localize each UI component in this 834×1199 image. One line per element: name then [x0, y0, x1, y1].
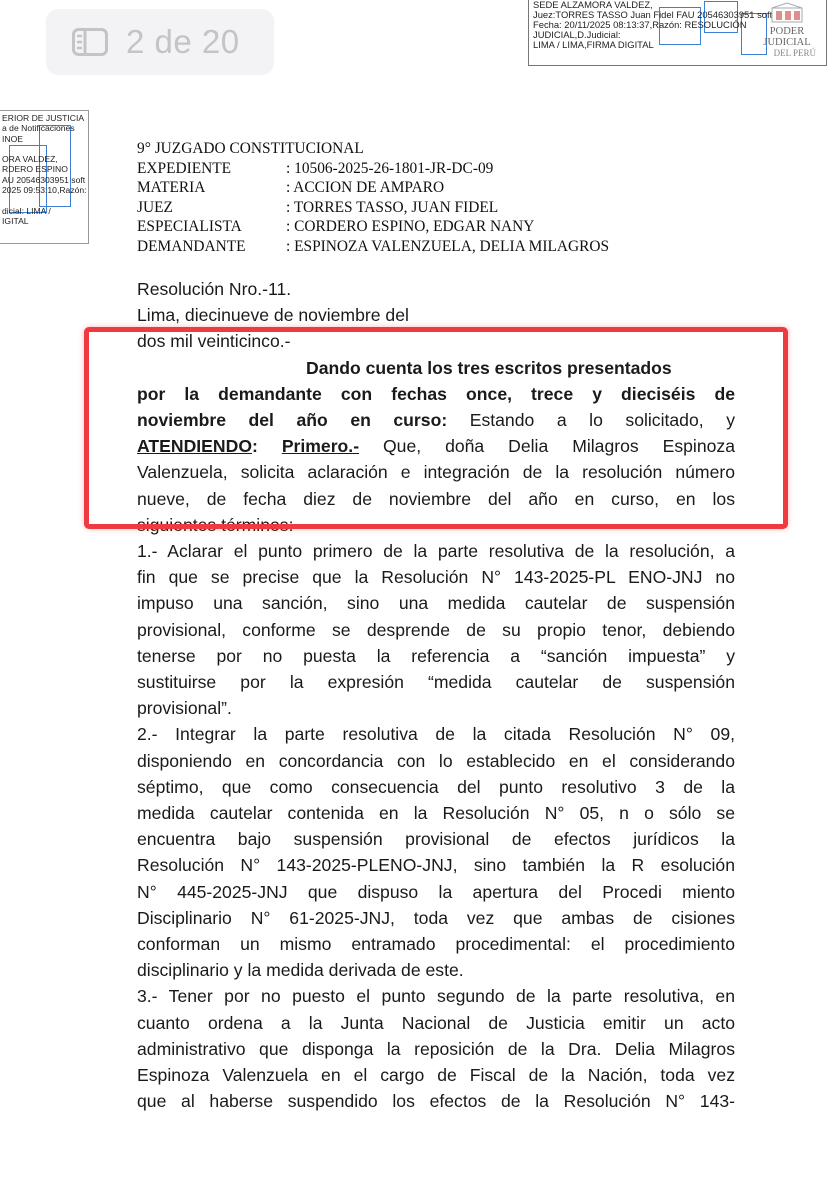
paragraph-line: por la demandante con fechas once, trece y dieciséis de — [137, 383, 735, 404]
digital-signature-stamp-left — [0, 110, 89, 244]
list-item-line: 2.- Integrar la parte resolutiva de la citada Resolución N° 09, — [137, 724, 735, 745]
text-span: Estando a lo solicitado, y — [447, 410, 735, 431]
list-item-line: fin que se precise que la Resolución N° 143-2025-PL ENO-JNJ no — [137, 567, 735, 588]
list-item-line: Espinoza Valenzuela en el cargo de Fiscal de la Nación, toda vez — [137, 1065, 735, 1086]
highlight-annotation-box — [84, 327, 788, 529]
list-item-line: encuentra bajo suspensión provisional de efectos jurídicos la — [137, 829, 735, 850]
header-label: ESPECIALISTA — [137, 218, 242, 235]
header-row — [137, 178, 609, 198]
bold-text: : — [252, 436, 282, 457]
poder-judicial-logo — [756, 1, 818, 59]
case-header — [137, 139, 609, 256]
court-name: 9° JUZGADO CONSTITUCIONAL — [137, 140, 364, 157]
digital-signature-stamp-top — [528, 0, 827, 66]
paragraph-line: nueve, de fecha diez de noviembre del año en curso, en los — [137, 488, 735, 509]
list-item-line: provisional”. — [137, 698, 232, 719]
text-span: Que, doña Delia Milagros Espinoza — [359, 436, 735, 457]
page-indicator-label: 2 de 20 — [126, 23, 240, 60]
signature-text: ERIOR DE JUSTICIA a de Notificaciones INOE ORA VALDEZ, RDERO ESPINO AU 20546303951 soft 2025 09:53:10,Razón: dicial: LIMA / IGITAL — [2, 113, 87, 226]
list-item-line: provisional, conforme se desprende de su propio tenor, debiendo — [137, 619, 735, 640]
page-indicator[interactable] — [46, 9, 274, 75]
list-item-line: administrativo que disponga la reposición de la Dra. Delia Milagros — [137, 1038, 735, 1059]
list-item-line: que al haberse suspendido los efectos de la Resolución N° 143- — [137, 1091, 735, 1112]
list-item-line: 1.- Aclarar el punto primero de la parte resolutiva de la resolución, a — [137, 541, 735, 562]
list-item-line: 3.- Tener por no puesto el punto segundo de la parte resolutiva, en — [137, 986, 735, 1007]
header-row — [137, 237, 609, 257]
paragraph-line: siguientes términos: — [137, 514, 294, 535]
header-value: : CORDERO ESPINO, EDGAR NANY — [286, 218, 535, 235]
signature-text: SEDE ALZAMORA VALDEZ, Juez:TORRES TASSO Juan Fidel FAU 20546303951 soft Fecha: 20/11/2025 08:13:37,Razón: RESOLUCIÓN JUDICIAL,D.Judicial: LIMA / LIMA,FIRMA DIGITAL — [533, 0, 773, 50]
list-item-line: cuanto ordena a la Junta Nacional de Justicia emitir un acto — [137, 1012, 735, 1033]
poder-judicial-logo-text: PODER JUDICIAL — [763, 26, 811, 48]
resolution-date: Lima, diecinueve de noviembre del — [137, 305, 409, 326]
list-item-line: N° 445-2025-JNJ que dispuso la apertura del Procedi miento — [137, 881, 735, 902]
bold-text: noviembre del año en curso: — [137, 410, 448, 431]
list-item-line: disponiendo en concordancia con lo establecido en el considerando — [137, 750, 735, 771]
list-item-line: Resolución N° 143-2025-PLENO-JNJ, sino también la R esolución — [137, 855, 735, 876]
header-label: DEMANDANTE — [137, 237, 246, 255]
list-item-line: medida cautelar contenida en la Resolución N° 05, n o sólo se — [137, 803, 735, 824]
paragraph-line: Dando cuenta los tres escritos presentados — [306, 357, 672, 378]
resolution-date: dos mil veinticinco.- — [137, 331, 291, 352]
sidebar-panel-icon — [72, 28, 108, 56]
poder-judicial-logo-subtext: DEL PERÚ — [773, 48, 816, 58]
bold-underlined-text: ATENDIENDO — [137, 436, 253, 457]
poder-judicial-emblem-icon — [770, 2, 804, 24]
header-row — [137, 198, 609, 218]
bold-underlined-text: Primero.- — [281, 436, 360, 457]
header-row — [137, 159, 609, 179]
list-item-line: impuso una sanción, sino una medida cautelar de suspensión — [137, 593, 735, 614]
header-label: MATERIA — [137, 179, 206, 196]
header-label: JUEZ — [137, 198, 173, 216]
list-item-line: conforman un mismo entramado procedimental: el procedimiento — [137, 934, 735, 955]
resolution-number: Resolución Nro.-11. — [137, 279, 292, 299]
header-value: : ACCION DE AMPARO — [286, 179, 445, 196]
list-item-line: sustituirse por la expresión “medida cautelar de suspensión — [137, 672, 735, 693]
list-item-line: séptimo, que como consecuencia del punto resolutivo 3 de la — [137, 776, 735, 797]
list-item-line: disciplinario y la medida derivada de este. — [137, 960, 464, 981]
header-value: : TORRES TASSO, JUAN FIDEL — [286, 198, 499, 216]
list-item-line: Disciplinario N° 61-2025-JNJ, toda vez que ambas de cisiones — [137, 907, 735, 928]
header-row — [137, 217, 609, 237]
header-value: : 10506-2025-26-1801-JR-DC-09 — [286, 159, 494, 177]
paragraph-line: Valenzuela, solicita aclaración e integración de la resolución número — [137, 462, 735, 483]
header-label: EXPEDIENTE — [137, 159, 232, 177]
list-item-line: tenerse por no puesta la referencia a “sanción impuesta” y — [137, 645, 735, 666]
header-value: : ESPINOZA VALENZUELA, DELIA MILAGROS — [286, 237, 610, 255]
